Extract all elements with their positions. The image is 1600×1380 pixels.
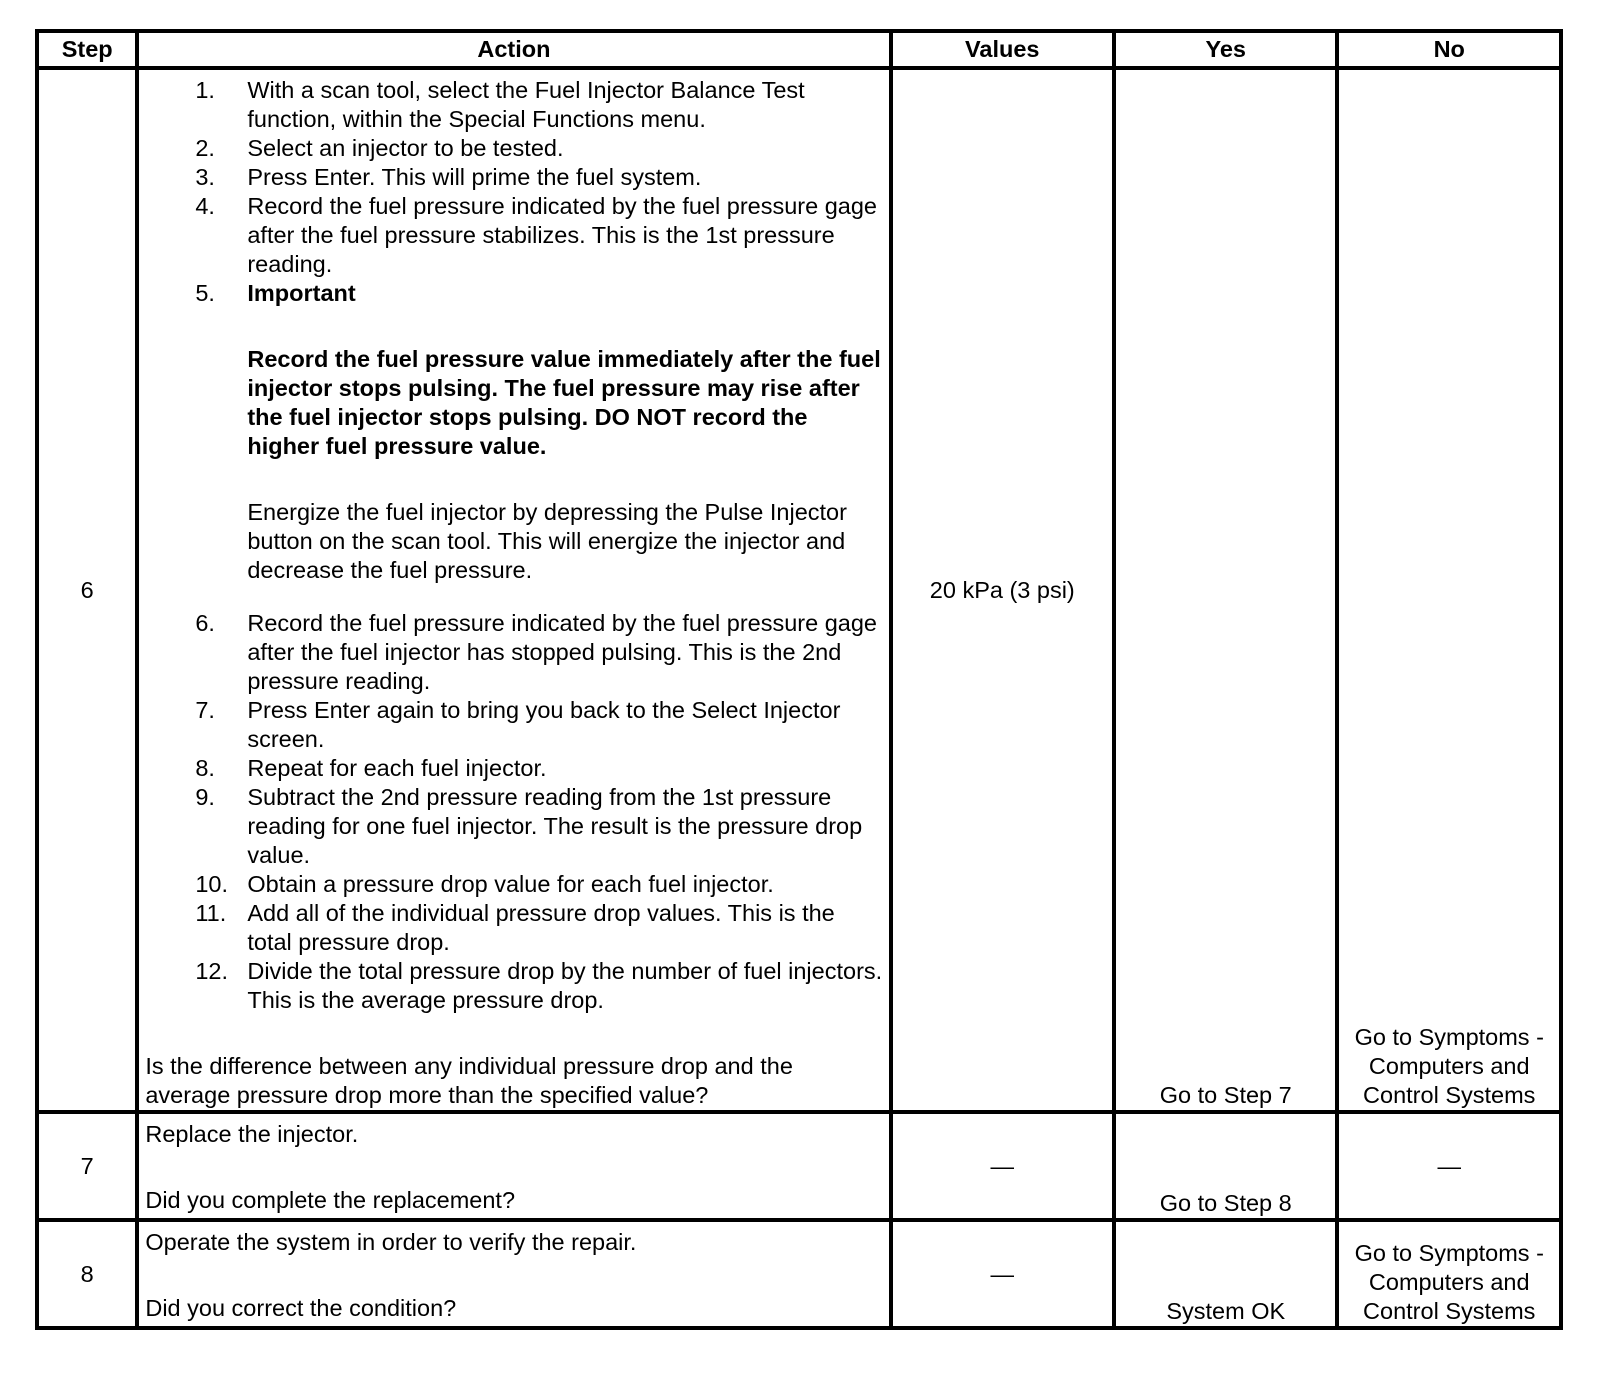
header-step: Step xyxy=(37,31,137,68)
header-values: Values xyxy=(891,31,1114,68)
step-number: 8 xyxy=(37,1220,137,1328)
list-item-number: 5. xyxy=(195,280,215,306)
list-item-text: With a scan tool, select the Fuel Injector Balance Test function, within the Special Functions menu. xyxy=(247,77,805,132)
step-number: 6 xyxy=(37,68,137,1112)
list-item-number: 7. xyxy=(195,697,215,723)
list-item-number: 8. xyxy=(195,755,215,781)
list-item-text: Add all of the individual pressure drop values. This is the total pressure drop. xyxy=(247,900,835,955)
list-item-text: Select an injector to be tested. xyxy=(247,135,564,161)
list-item xyxy=(145,696,882,754)
action-steps-list xyxy=(145,76,882,1015)
list-item-number: 6. xyxy=(195,610,215,636)
list-item-number: 11. xyxy=(195,900,227,926)
important-title: Important xyxy=(247,280,356,306)
important-note: Record the fuel pressure value immediately after the fuel injector stops pulsing. The fuel pressure may rise after the fuel injector stops pulsing. DO NOT record the higher fuel pressure value. xyxy=(247,346,881,459)
action-question: Is the difference between any individual pressure drop and the average pressure drop more than the specified value? xyxy=(145,1053,793,1108)
list-item xyxy=(145,76,882,134)
header-yes: Yes xyxy=(1114,31,1337,68)
action-cell xyxy=(137,68,890,1112)
list-item-text: Record the fuel pressure indicated by the fuel pressure gage after the fuel pressure stabilizes. This is the 1st pressure reading. xyxy=(247,193,878,277)
no-cell: — xyxy=(1337,1112,1561,1220)
list-item-text: Record the fuel pressure indicated by the fuel pressure gage after the fuel injector has stopped pulsing. This is the 2nd pressure reading. xyxy=(247,610,878,694)
table-row-step-8 xyxy=(37,1220,1561,1328)
list-item xyxy=(145,609,882,696)
list-item-text: Divide the total pressure drop by the number of fuel injectors. This is the average pressure drop. xyxy=(247,958,883,1013)
table-row-step-6 xyxy=(37,68,1561,1112)
list-item xyxy=(145,957,882,1015)
action-cell xyxy=(137,1112,890,1220)
list-item-text: Subtract the 2nd pressure reading from the 1st pressure reading for one fuel injector. The result is the pressure drop value. xyxy=(247,784,863,868)
header-action: Action xyxy=(137,31,890,68)
list-item-important xyxy=(145,279,882,585)
list-item-number: 1. xyxy=(195,77,215,103)
action-text: Operate the system in order to verify the repair. xyxy=(145,1229,637,1255)
list-item-number: 3. xyxy=(195,164,215,190)
list-item-text: Repeat for each fuel injector. xyxy=(247,755,547,781)
header-no: No xyxy=(1337,31,1561,68)
list-item xyxy=(145,754,882,783)
action-text: Replace the injector. xyxy=(145,1121,359,1147)
no-cell: Go to Symptoms - Computers and Control Systems xyxy=(1337,1220,1561,1328)
list-item xyxy=(145,899,882,957)
action-question: Did you complete the replacement? xyxy=(145,1187,516,1213)
yes-cell: Go to Step 7 xyxy=(1114,68,1337,1112)
list-item-number: 4. xyxy=(195,193,215,219)
list-item xyxy=(145,134,882,163)
action-cell xyxy=(137,1220,890,1328)
no-cell: Go to Symptoms - Computers and Control Systems xyxy=(1337,68,1561,1112)
list-item-text: Obtain a pressure drop value for each fuel injector. xyxy=(247,871,774,897)
diagnostic-table xyxy=(35,29,1563,1330)
action-question: Did you correct the condition? xyxy=(145,1295,457,1321)
list-item-number: 12. xyxy=(195,958,229,984)
list-item-number: 2. xyxy=(195,135,215,161)
list-item xyxy=(145,163,882,192)
list-item-text: Press Enter. This will prime the fuel system. xyxy=(247,164,702,190)
list-item xyxy=(145,870,882,899)
list-item xyxy=(145,783,882,870)
table-row-step-7 xyxy=(37,1112,1561,1220)
values-cell: — xyxy=(891,1220,1114,1328)
values-cell: — xyxy=(891,1112,1114,1220)
step-number: 7 xyxy=(37,1112,137,1220)
header-row xyxy=(37,31,1561,68)
values-cell: 20 kPa (3 psi) xyxy=(891,68,1114,1112)
list-item-number: 10. xyxy=(195,871,229,897)
important-instruction: Energize the fuel injector by depressing the Pulse Injector button on the scan tool. This will energize the injector and decrease the fuel pressure. xyxy=(247,499,847,583)
list-item-text: Press Enter again to bring you back to the Select Injector screen. xyxy=(247,697,841,752)
yes-cell: System OK xyxy=(1114,1220,1337,1328)
list-item-number: 9. xyxy=(195,784,215,810)
list-item xyxy=(145,192,882,279)
yes-cell: Go to Step 8 xyxy=(1114,1112,1337,1220)
